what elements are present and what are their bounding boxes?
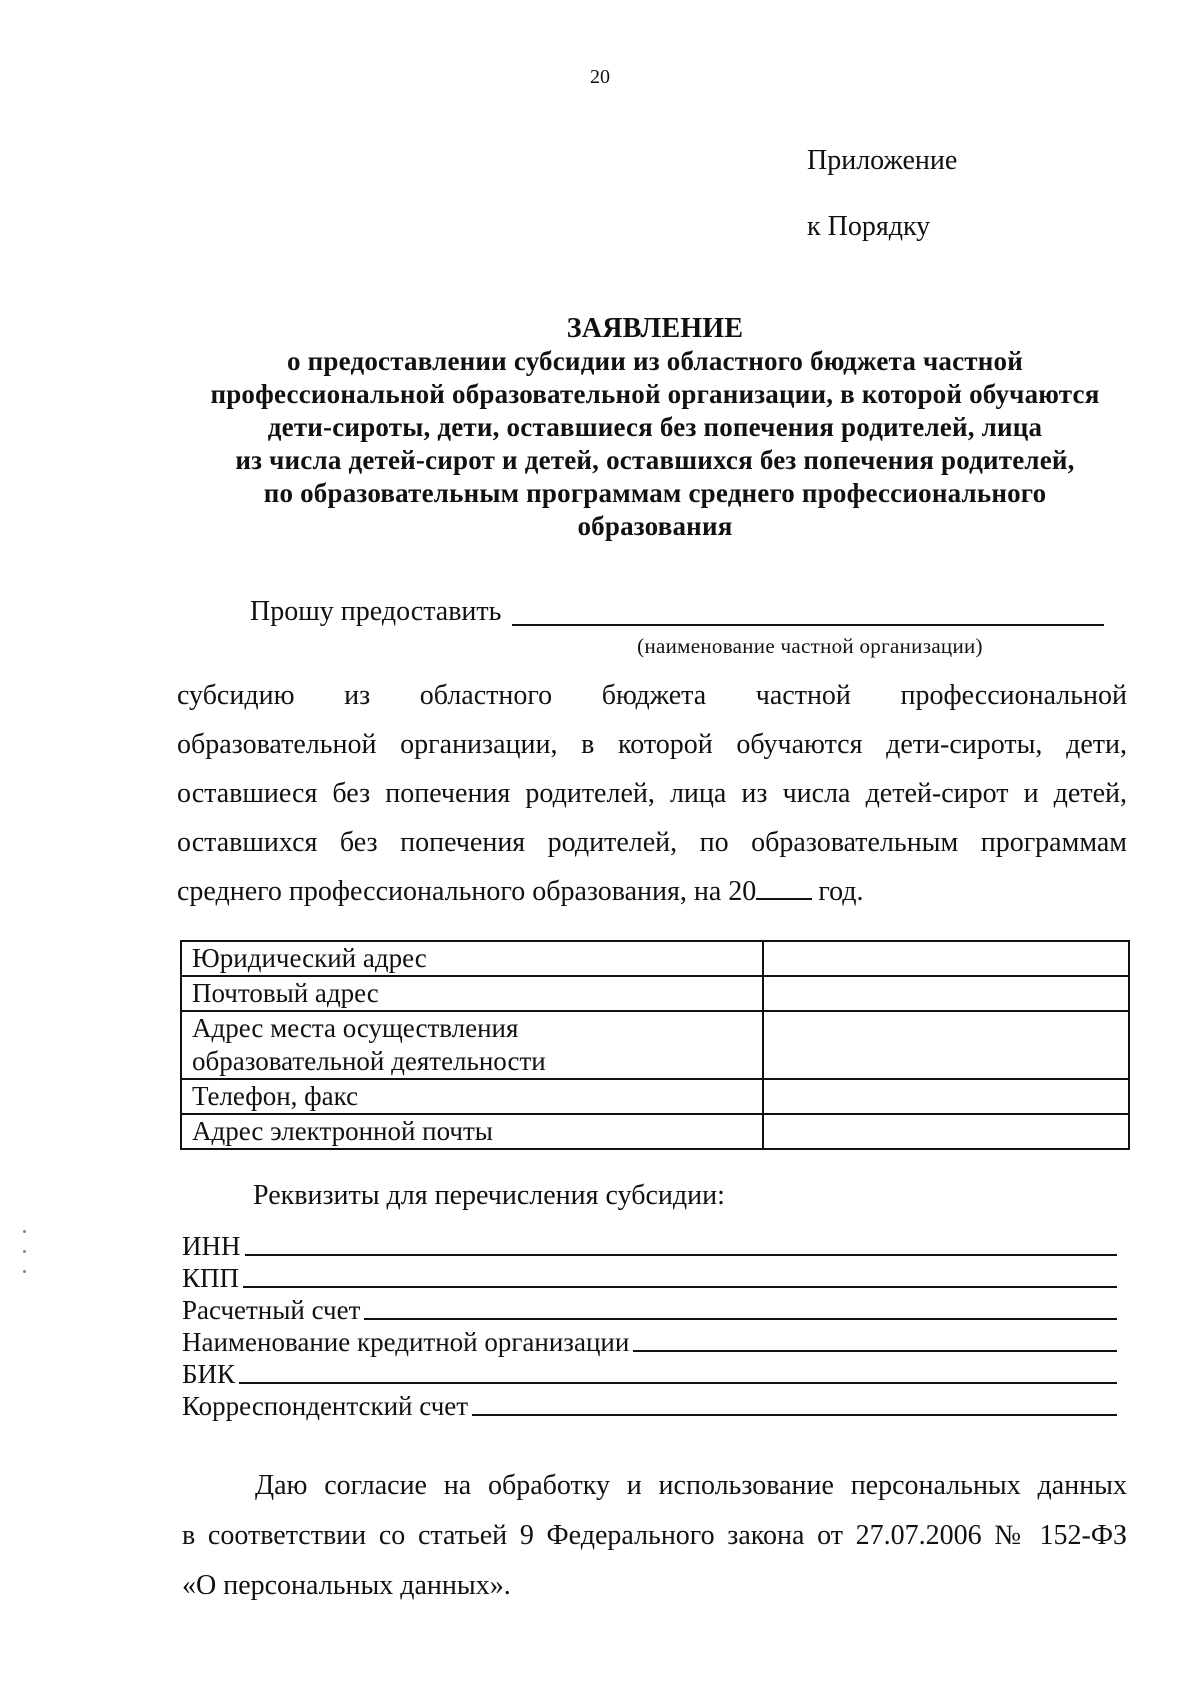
requisite-field-bank xyxy=(182,1326,1117,1358)
table-row xyxy=(181,976,1129,1011)
title-line: образования xyxy=(577,511,733,541)
title-line: дети-сироты, дети, оставшиеся без попечения родителей, лица xyxy=(267,412,1043,442)
document-title xyxy=(160,312,1150,543)
body-line: субсидию из областного бюджета частной профессиональной xyxy=(177,680,1127,711)
requisite-label: КПП xyxy=(182,1263,240,1293)
scan-artifact xyxy=(23,1270,26,1273)
year-blank[interactable] xyxy=(756,876,812,900)
table-cell-value[interactable] xyxy=(763,941,1129,976)
requisite-blank[interactable] xyxy=(245,1254,1118,1256)
body-last-text: среднего профессионального образования, на 20 xyxy=(177,876,757,907)
consent-line: Даю согласие на обработку и использование персональных данных xyxy=(255,1470,1127,1501)
consent-line: в соответствии со статьей 9 Федерального закона от 27.07.2006 № 152-ФЗ xyxy=(182,1520,1127,1551)
requisite-blank[interactable] xyxy=(239,1382,1117,1384)
table-cell-value[interactable] xyxy=(763,1114,1129,1149)
requisite-label: Корреспондентский счет xyxy=(182,1391,469,1421)
title-line: по образовательным программам среднего профессионального xyxy=(263,478,1047,508)
requisites-heading: Реквизиты для перечисления субсидии: xyxy=(253,1180,725,1211)
appendix-to-label: к Порядку xyxy=(807,211,931,242)
table-cell-label: Адрес электронной почты xyxy=(181,1114,763,1149)
body-last-suffix: год. xyxy=(818,876,864,907)
requisite-blank[interactable] xyxy=(633,1350,1117,1352)
requisite-label: ИНН xyxy=(182,1231,241,1261)
table-cell-value[interactable] xyxy=(763,976,1129,1011)
table-cell-value[interactable] xyxy=(763,1079,1129,1114)
table-row xyxy=(181,1011,1129,1079)
requisite-label: БИК xyxy=(182,1359,236,1389)
requisite-field-kpp xyxy=(182,1262,1117,1294)
table-row xyxy=(181,941,1129,976)
requisite-blank[interactable] xyxy=(472,1414,1117,1416)
page-number: 20 xyxy=(590,66,610,88)
request-prefix: Прошу предоставить xyxy=(250,596,502,627)
requisite-field-inn xyxy=(182,1230,1117,1262)
body-line: образовательной организации, в которой обучаются дети-сироты, дети, xyxy=(177,729,1127,760)
body-line: оставшиеся без попечения родителей, лица из числа детей-сирот и детей, xyxy=(177,778,1127,809)
requisite-label: Расчетный счет xyxy=(182,1295,361,1325)
requisite-field-account xyxy=(182,1294,1117,1326)
requisite-field-corr-account xyxy=(182,1390,1117,1422)
requisite-blank[interactable] xyxy=(364,1318,1117,1320)
scan-artifact xyxy=(23,1230,26,1233)
consent-line: «О персональных данных». xyxy=(182,1570,511,1601)
organization-info-table xyxy=(180,940,1130,1150)
table-cell-label: Почтовый адрес xyxy=(181,976,763,1011)
request-caption: (наименование частной организации) xyxy=(637,634,983,658)
title-line: профессиональной образовательной организации, в которой обучаются xyxy=(210,379,1100,409)
table-cell-label-text: Адрес места осуществления образовательной деятельности xyxy=(192,1013,546,1076)
table-row xyxy=(181,1114,1129,1149)
appendix-label: Приложение xyxy=(807,145,958,176)
title-line: о предоставлении субсидии из областного бюджета частной xyxy=(287,346,1023,376)
title-main: ЗАЯВЛЕНИЕ xyxy=(566,313,744,344)
requisite-blank[interactable] xyxy=(243,1286,1117,1288)
table-cell-value[interactable] xyxy=(763,1011,1129,1079)
requisite-field-bik xyxy=(182,1358,1117,1390)
table-cell-label: Юридический адрес xyxy=(181,941,763,976)
scan-artifact xyxy=(23,1250,26,1253)
body-line-year xyxy=(177,874,1127,910)
table-row xyxy=(181,1079,1129,1114)
table-cell-label: Телефон, факс xyxy=(181,1079,763,1114)
requisite-label: Наименование кредитной организации xyxy=(182,1327,630,1357)
organization-name-blank[interactable] xyxy=(512,624,1104,626)
body-line: оставшихся без попечения родителей, по образовательным программам xyxy=(177,827,1127,858)
table-cell-label xyxy=(181,1011,763,1079)
title-line: из числа детей-сирот и детей, оставшихся без попечения родителей, xyxy=(235,445,1075,475)
